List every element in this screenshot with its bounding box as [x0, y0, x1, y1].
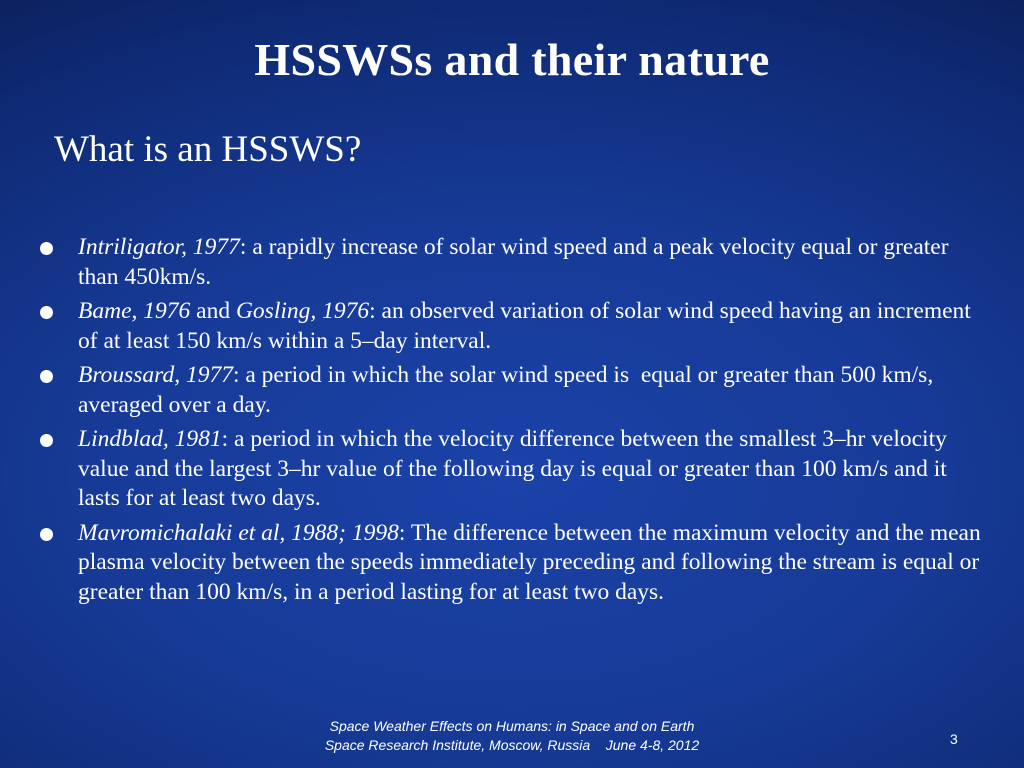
bullet-text: : The difference between the maximum velocity and the mean plasma velocity between the speeds immediately preceding and following the stream is equal or greater than 100 km/s, in a period lasting for at least two days.	[78, 519, 981, 605]
bullet-icon	[40, 370, 53, 383]
bullet-item-mavromichalaki	[38, 519, 992, 608]
bullet-list	[38, 233, 992, 612]
slide-subtitle: What is an HSSWS?	[54, 129, 362, 170]
bullet-connector: and	[190, 298, 236, 324]
bullet-citation: Bame, 1976	[78, 298, 191, 324]
footer-venue-date: Space Research Institute, Moscow, Russia June 4-8, 2012	[324, 737, 700, 753]
bullet-citation: Mavromichalaki et al, 1988; 1998	[78, 519, 399, 546]
bullet-text: : a period in which the velocity difference between the smallest 3–hr velocity value and the largest 3–hr value of the following day is equal or greater than 100 km/s and it lasts for at least two days.	[78, 426, 947, 511]
bullet-citation: Intriligator, 1977	[78, 234, 240, 260]
bullet-item-bame-gosling	[38, 297, 992, 356]
slide-title: HSSWSs and their nature	[254, 34, 770, 85]
bullet-item-lindblad	[38, 425, 992, 514]
bullet-icon	[40, 242, 53, 255]
bullet-icon	[40, 434, 53, 447]
bullet-citation-second: Gosling, 1976	[235, 298, 370, 324]
bullet-text: : a rapidly increase of solar wind speed and a peak velocity equal or greater than 450km/s.	[78, 234, 949, 290]
bullet-citation: Lindblad, 1981	[78, 426, 222, 452]
bullet-citation: Broussard, 1977	[78, 362, 233, 388]
bullet-icon	[40, 306, 53, 319]
footer-conference-title: Space Weather Effects on Humans: in Space and on Earth	[329, 718, 695, 734]
bullet-icon	[40, 528, 53, 541]
bullet-text: : an observed variation of solar wind speed having an increment of at least 150 km/s within a 5–day interval.	[78, 298, 971, 354]
bullet-item-broussard	[38, 361, 992, 420]
bullet-text: : a period in which the solar wind speed is equal or greater than 500 km/s, averaged over a day.	[78, 362, 940, 418]
page-number: 3	[950, 731, 958, 747]
bullet-item-intriligator	[38, 233, 992, 292]
slide-footer	[250, 717, 774, 755]
